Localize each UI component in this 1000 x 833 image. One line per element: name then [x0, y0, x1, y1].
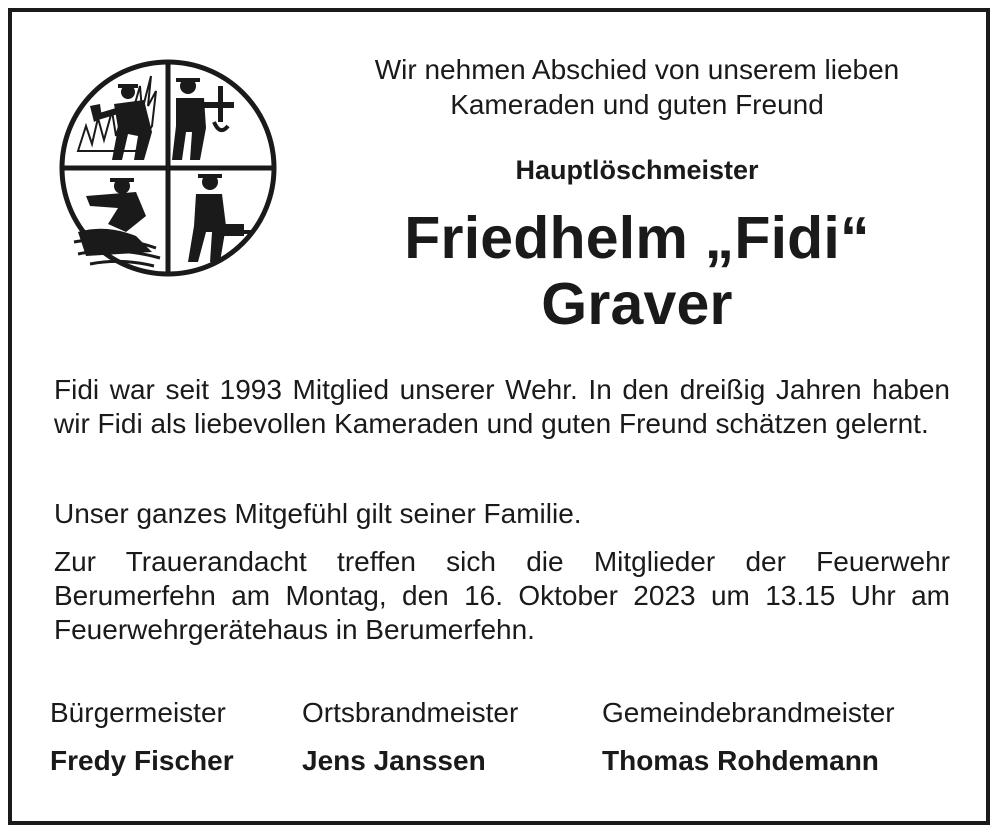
intro-line-1: Wir nehmen Abschied von unserem lieben	[374, 54, 900, 85]
signature-title-mayor: Bürgermeister	[50, 697, 226, 728]
farewell-intro	[300, 52, 974, 122]
intro-line-2: Kameraden und guten Freund	[450, 89, 824, 120]
signature-name-local-chief: Jens Janssen	[302, 745, 486, 776]
paragraph-condolence: Unser ganzes Mitgefühl gilt seiner Familie.	[54, 498, 582, 529]
paragraph-service: Zur Trauerandacht treffen sich die Mitglieder der Feuerwehr Berumerfehn am Montag, den 16. Oktober 2023 um 13.15 Uhr am Feuerwehrgerätehaus in Berumerfehn.	[54, 546, 950, 645]
name-line-1: Friedhelm „Fidi“	[404, 205, 870, 271]
signature-title-local-chief: Ortsbrandmeister	[302, 697, 519, 728]
paragraph-membership: Fidi war seit 1993 Mitglied unserer Wehr. In den dreißig Jahren haben wir Fidi als liebevollen Kameraden und guten Freund schätzen gelernt.	[54, 374, 950, 439]
signature-name-mayor: Fredy Fischer	[50, 745, 234, 776]
fire-brigade-emblem-icon	[56, 56, 280, 280]
deceased-name	[300, 205, 974, 337]
deceased-rank: Hauptlöschmeister	[515, 155, 759, 185]
name-line-2: Graver	[541, 271, 733, 337]
signature-name-municipal-chief: Thomas Rohdemann	[602, 745, 879, 776]
signature-title-municipal-chief: Gemeindebrandmeister	[602, 697, 895, 728]
